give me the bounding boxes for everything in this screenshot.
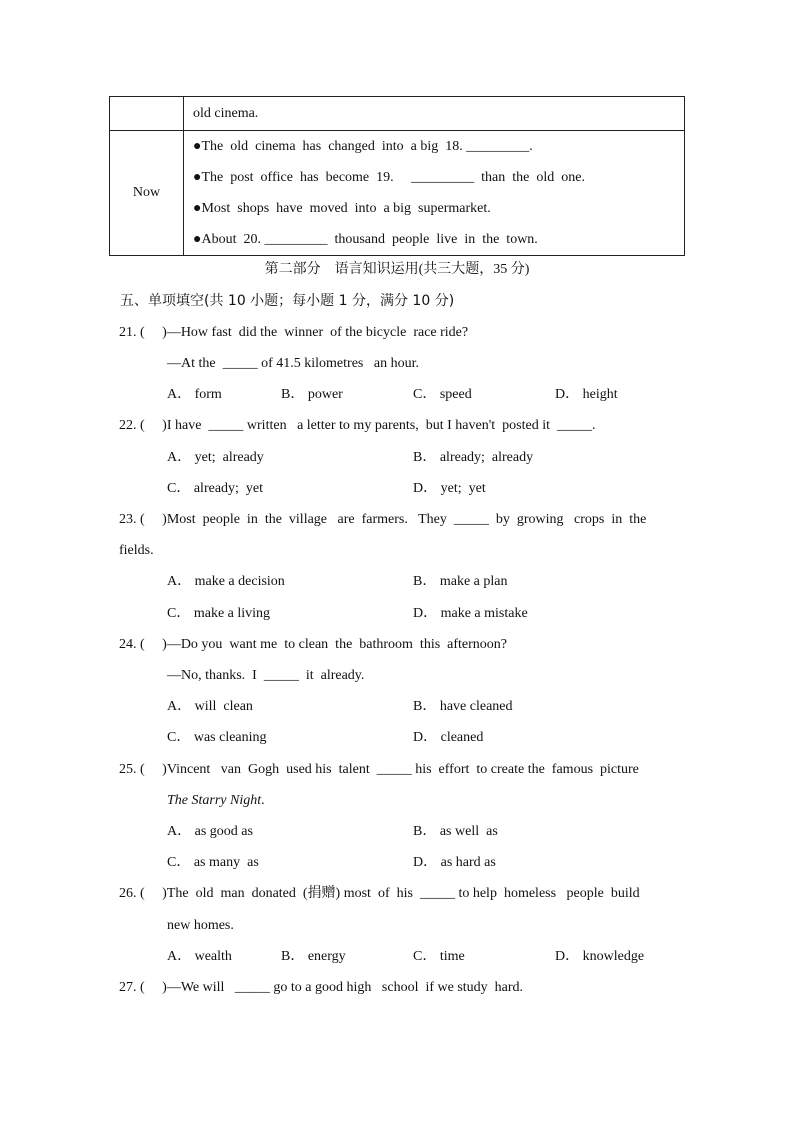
comparison-table bbox=[109, 96, 685, 256]
option-26-d: D． knowledge bbox=[555, 949, 645, 964]
subsection-title: 五、单项填空(共 10 小题；每小题 1 分，满分 10 分) bbox=[120, 293, 455, 309]
now-line-19: ●The post office has become 19. _________ than the old one. bbox=[193, 170, 585, 185]
option-25-d: D． as hard as bbox=[413, 855, 496, 870]
question-24: 24. ( )—Do you want me to clean the bathroom this afternoon? bbox=[119, 637, 508, 652]
question-22: 22. ( )I have _____ written a letter to my parents, but I haven't posted it _____. bbox=[119, 418, 596, 433]
now-description-cell bbox=[184, 131, 685, 256]
option-23-c: C． make a living bbox=[167, 606, 271, 621]
now-line-supermarket: ●Most shops have moved into a big supermarket. bbox=[193, 201, 491, 216]
question-21: 21. ( )—How fast did the winner of the bicycle race ride? bbox=[119, 325, 469, 340]
option-25-a: A． as good as bbox=[167, 824, 253, 839]
question-25-period: . bbox=[261, 793, 265, 808]
option-22-b: B． already; already bbox=[413, 450, 534, 465]
now-label: Now bbox=[110, 131, 184, 256]
question-25: 25. ( )Vincent van Gogh used his talent _____ his effort to create the famous picture bbox=[119, 762, 639, 777]
option-23-a: A． make a decision bbox=[167, 574, 285, 589]
question-23: 23. ( )Most people in the village are farmers. They _____ by growing crops in the bbox=[119, 512, 647, 527]
section-title: 第二部分 语言知识运用(共三大题，35 分) bbox=[264, 262, 530, 277]
table-cell-old-cinema: old cinema. bbox=[184, 97, 685, 131]
question-24-line2: —No, thanks. I _____ it already. bbox=[167, 668, 365, 683]
option-21-c: C． speed bbox=[413, 387, 472, 402]
now-line-20: ●About 20. _________ thousand people live in the town. bbox=[193, 232, 538, 247]
option-24-c: C． was cleaning bbox=[167, 730, 267, 745]
painting-title: The Starry Night bbox=[167, 793, 262, 808]
option-21-b: B． power bbox=[281, 387, 343, 402]
option-21-a: A． form bbox=[167, 387, 222, 402]
question-26: 26. ( )The old man donated (捐赠) most of his _____ to help homeless people build bbox=[119, 886, 640, 901]
question-21-line2: —At the _____ of 41.5 kilometres an hour. bbox=[167, 356, 419, 371]
question-23-line2: fields. bbox=[119, 543, 154, 558]
option-21-d: D． height bbox=[555, 387, 618, 402]
question-25-line2 bbox=[167, 791, 265, 811]
now-line-18: ●The old cinema has changed into a big 18. _________. bbox=[193, 139, 533, 154]
option-26-a: A． wealth bbox=[167, 949, 232, 964]
option-26-b: B． energy bbox=[281, 949, 346, 964]
option-22-a: A． yet; already bbox=[167, 450, 264, 465]
option-24-a: A． will clean bbox=[167, 699, 253, 714]
option-23-b: B． make a plan bbox=[413, 574, 508, 589]
table-row-now bbox=[110, 131, 685, 256]
question-27: 27. ( )—We will _____ go to a good high school if we study hard. bbox=[119, 980, 524, 995]
option-22-c: C． already; yet bbox=[167, 481, 264, 496]
option-24-b: B． have cleaned bbox=[413, 699, 513, 714]
option-22-d: D． yet; yet bbox=[413, 481, 486, 496]
option-26-c: C． time bbox=[413, 949, 465, 964]
option-25-c: C． as many as bbox=[167, 855, 259, 870]
table-row bbox=[110, 97, 685, 131]
option-25-b: B． as well as bbox=[413, 824, 498, 839]
table-cell-empty bbox=[110, 97, 184, 131]
option-23-d: D． make a mistake bbox=[413, 606, 528, 621]
question-26-line2: new homes. bbox=[167, 918, 234, 933]
option-24-d: D． cleaned bbox=[413, 730, 484, 745]
